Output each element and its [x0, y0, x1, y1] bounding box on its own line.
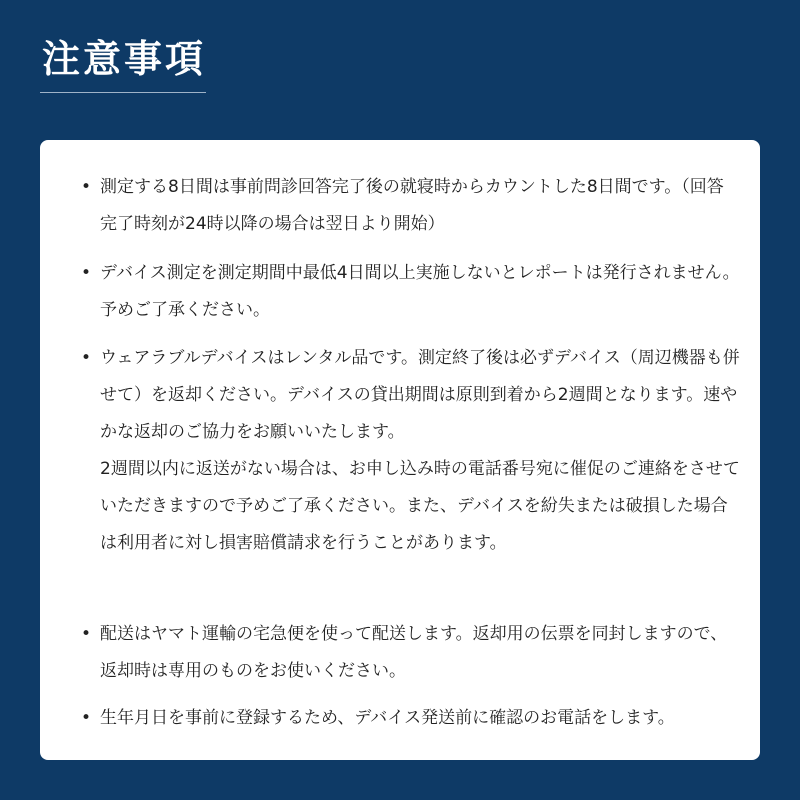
bullet-icon: •: [80, 177, 92, 197]
note-item-5: [80, 700, 740, 737]
bullet-icon: •: [80, 624, 92, 644]
bullet-icon: •: [80, 348, 92, 368]
note-text: 測定する8日間は事前問診回答完了後の就寝時からカウントした8日間です。（回答完了時刻が24時以降の場合は翌日より開始）: [100, 177, 724, 234]
bullet-icon: •: [80, 708, 92, 728]
note-text: ウェアラブルデバイスはレンタル品です。測定終了後は必ずデバイス（周辺機器も併せて）を返却ください。デバイスの貸出期間は原則到着から2週間となります。速やかな返却のご協力をお願いいたします。: [100, 348, 740, 442]
note-text-continued: 2週間以内に返送がない場合は、お申し込み時の電話番号宛に催促のご連絡をさせていただきますので予めご了承ください。また、デバイスを紛失または破損した場合は利用者に対し損害賠償請求を行うことがあります。: [100, 459, 740, 553]
note-item-1: [80, 169, 740, 243]
bullet-icon: •: [80, 263, 92, 283]
note-item-4: [80, 616, 740, 690]
note-text: 配送はヤマト運輸の宅急便を使って配送します。返却用の伝票を同封しますので、返却時は専用のものをお使いください。: [100, 624, 728, 681]
title-underline: [40, 92, 206, 93]
note-item-3: [80, 340, 740, 562]
notes-card: [40, 140, 760, 760]
note-item-2: [80, 255, 740, 329]
page-title: 注意事項: [42, 37, 207, 81]
note-text: デバイス測定を測定期間中最低4日間以上実施しないとレポートは発行されません。予めご了承ください。: [100, 263, 740, 320]
note-text: 生年月日を事前に登録するため、デバイス発送前に確認のお電話をします。: [100, 708, 675, 728]
